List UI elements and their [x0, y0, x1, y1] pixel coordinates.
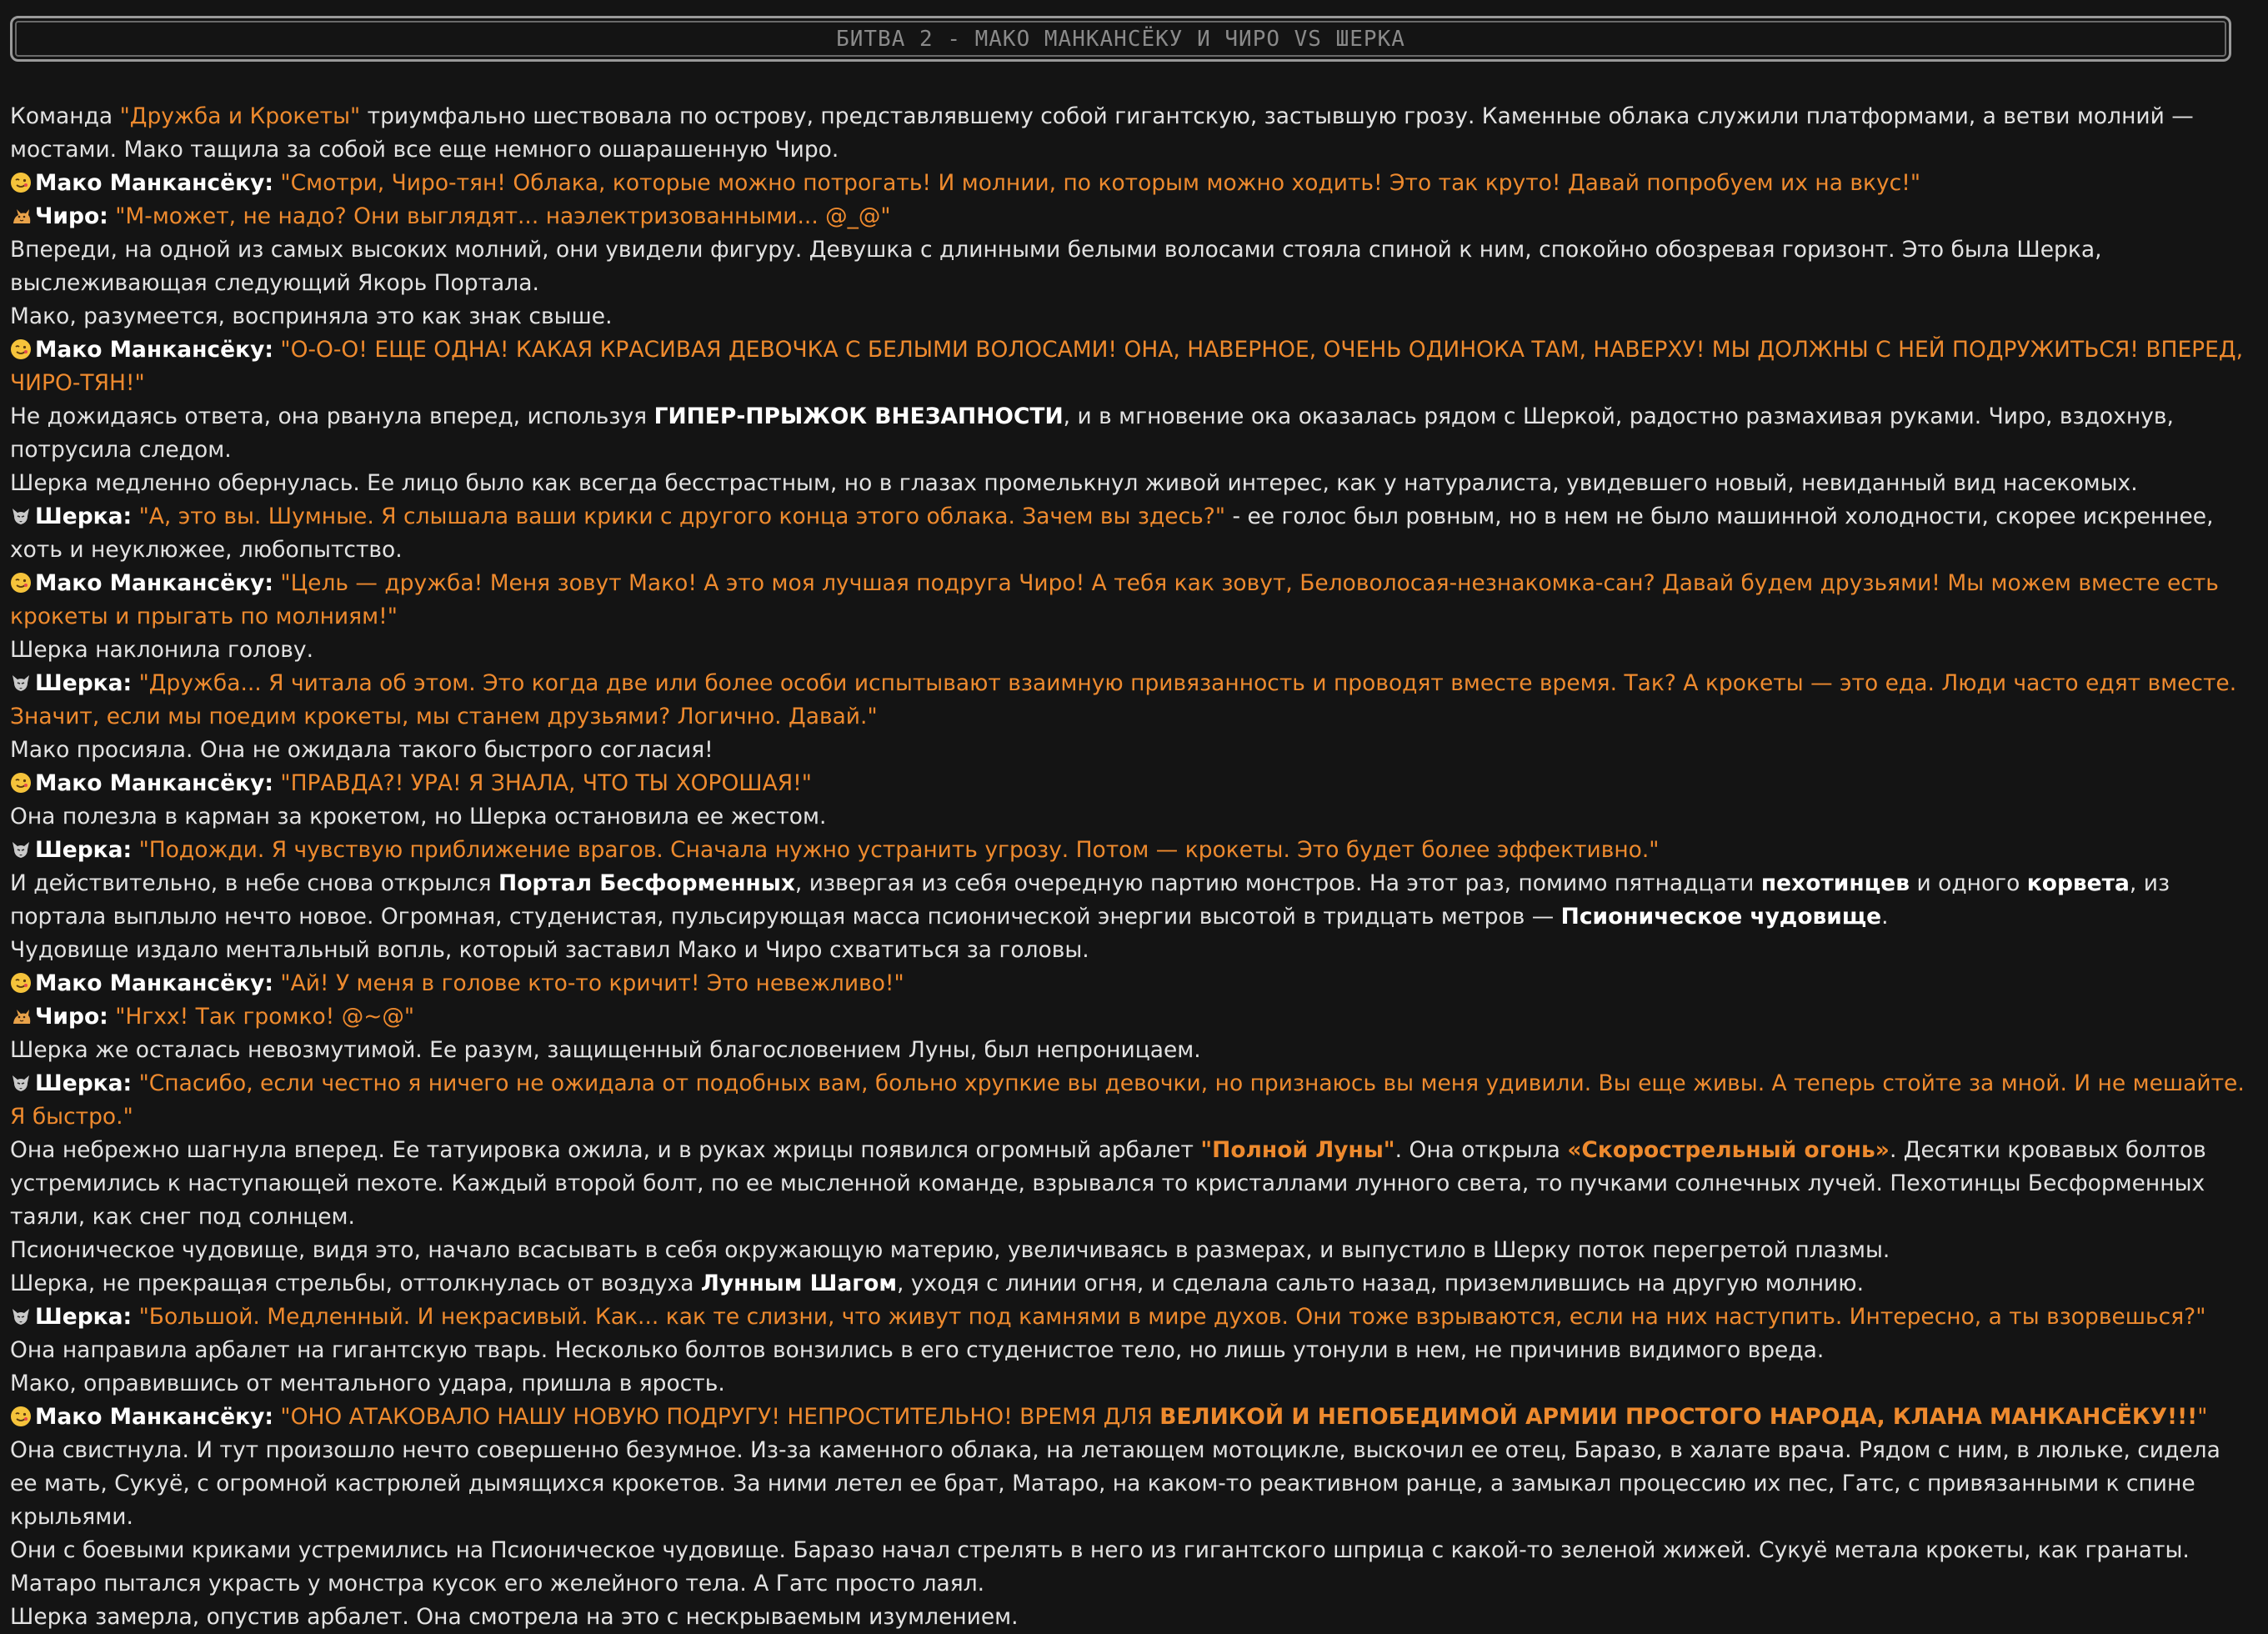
page-title: БИТВА 2 - МАКО МАНКАНСЁКУ И ЧИРО VS ШЕРКА: [836, 26, 1405, 52]
winking-face-icon: [10, 767, 35, 800]
narration: Шерка замерла, опустив арбалет. Она смотрела на это с нескрываемым изумлением.: [10, 1604, 1019, 1630]
winking-face-icon: [10, 1401, 35, 1434]
wolf-icon: [10, 1301, 35, 1334]
dialogue-mako: Мако Манкансёку: "Смотри, Чиро-тян! Облака, которые можно потрогать! И молнии, по которым можно ходить! Это так круто! Давай попробуем их на вкус!": [10, 167, 2252, 200]
wolf-icon: [10, 667, 35, 700]
narration: Шерка же осталась невозмутимой. Ее разум, защищенный благословением Луны, был непроницаем.: [10, 1037, 1201, 1063]
dialogue-mako: Мако Манкансёку: "О-О-О! ЕЩЕ ОДНА! КАКАЯ КРАСИВАЯ ДЕВОЧКА С БЕЛЫМИ ВОЛОСАМИ! ОНА, НАВЕРНОЕ, ОЧЕНЬ ОДИНОКА ТАМ, НАВЕРХУ! МЫ ДОЛЖНЫ С НЕЙ ПОДРУЖИТЬСЯ! ВПЕРЕД, ЧИРО-ТЯН!": [10, 333, 2252, 400]
narration: Мако, разумеется, восприняла это как знак свыше.: [10, 303, 613, 329]
narration: И действительно, в небе снова открылся Портал Бесформенных, извергая из себя очередную партию монстров. На этот раз, помимо пятнадцати пехотинцев и одного корвета, из портала выплыло нечто новое. Огромная, студенистая, пульсирующая масса псионической энергии высотой в тридцать метров — Псионическое чудовище.: [10, 870, 2170, 930]
wolf-icon: [10, 500, 35, 534]
narration: Она направила арбалет на гигантскую тварь. Несколько болтов вонзились в его студенистое тело, но лишь утонули в нем, не причинив видимого вреда.: [10, 1337, 1825, 1363]
narration: Мако просияла. Она не ожидала такого быстрого согласия!: [10, 737, 713, 763]
narration: Они с боевыми криками устремились на Псионическое чудовище. Баразо начал стрелять в него из гигантского шприца с какой-то зеленой жижей. Сукуё метала крокеты, как гранаты. Матаро пытался украсть у монстра кусок его желейного тела. А Гатс просто лаял.: [10, 1537, 2190, 1596]
cat-icon: [10, 200, 35, 233]
story-text: [10, 100, 2252, 1634]
wolf-icon: [10, 834, 35, 867]
dialogue-chiro: Чиро: "М-может, не надо? Они выглядят... наэлектризованными... @_@": [10, 200, 2252, 233]
winking-face-icon: [10, 567, 35, 600]
title-bar: [10, 16, 2231, 62]
dialogue-sherka: Шерка: "Подожди. Я чувствую приближение врагов. Сначала нужно устранить угрозу. Потом — крокеты. Это будет более эффективно.": [10, 834, 2252, 867]
narration: Она небрежно шагнула вперед. Ее татуировка ожила, и в руках жрицы появился огромный арбалет "Полной Луны". Она открыла «Скорострельный огонь». Десятки кровавых болтов устремились к наступающей пехоте. Каждый второй болт, по ее мысленной команде, взрывался то кристаллами лунного света, то пучками солнечных лучей. Пехотинцы Бесформенных таяли, как снег под солнцем.: [10, 1137, 2206, 1230]
narration: Мако, оправившись от ментального удара, пришла в ярость.: [10, 1371, 725, 1396]
wolf-icon: [10, 1067, 35, 1100]
narration: Не дожидаясь ответа, она рванула вперед, используя ГИПЕР-ПРЫЖОК ВНЕЗАПНОСТИ, и в мгновение ока оказалась рядом с Шеркой, радостно размахивая руками. Чиро, вздохнув, потрусила следом.: [10, 403, 2174, 463]
dialogue-sherka: Шерка: "Спасибо, если честно я ничего не ожидала от подобных вам, больно хрупкие вы девочки, но признаюсь вы меня удивили. Вы еще живы. А теперь стойте за мной. И не мешайте. Я быстро.": [10, 1067, 2252, 1134]
winking-face-icon: [10, 333, 35, 367]
dialogue-sherka: Шерка: "Большой. Медленный. И некрасивый. Как... как те слизни, что живут под камнями в мире духов. Они тоже взрываются, если на них наступить. Интересно, а ты взорвешься?": [10, 1301, 2252, 1334]
dialogue-mako: Мако Манкансёку: "ОНО АТАКОВАЛО НАШУ НОВУЮ ПОДРУГУ! НЕПРОСТИТЕЛЬНО! ВРЕМЯ ДЛЯ ВЕЛИКОЙ И НЕПОБЕДИМОЙ АРМИИ ПРОСТОГО НАРОДА, КЛАНА МАНКАНСЁКУ!!!": [10, 1401, 2252, 1434]
narration: Шерка наклонила голову.: [10, 637, 314, 663]
narration: Чудовище издало ментальный вопль, который заставил Мако и Чиро схватиться за головы.: [10, 937, 1089, 963]
dialogue-mako: Мако Манкансёку: "Цель — дружба! Меня зовут Мако! А это моя лучшая подруга Чиро! А тебя как зовут, Беловолосая-незнакомка-сан? Давай будем друзьями! Мы можем вместе есть крокеты и прыгать по молниям!": [10, 567, 2252, 634]
cat-icon: [10, 1000, 35, 1034]
dialogue-sherka: Шерка: "А, это вы. Шумные. Я слышала ваши крики с другого конца этого облака. Зачем вы здесь?" - ее голос был ровным, но в нем не было машинной холодности, скорее искреннее, хоть и неуклюжее, любопытство.: [10, 500, 2252, 567]
dialogue-mako: Мако Манкансёку: "Ай! У меня в голове кто-то кричит! Это невежливо!": [10, 967, 2252, 1000]
winking-face-icon: [10, 167, 35, 200]
dialogue-chiro: Чиро: "Нгхх! Так громко! @~@": [10, 1000, 2252, 1034]
dialogue-mako: Мако Манкансёку: "ПРАВДА?! УРА! Я ЗНАЛА, ЧТО ТЫ ХОРОШАЯ!": [10, 767, 2252, 800]
narration: Шерка, не прекращая стрельбы, оттолкнулась от воздуха Лунным Шагом, уходя с линии огня, и сделала сальто назад, приземлившись на другую молнию.: [10, 1271, 1865, 1296]
winking-face-icon: [10, 967, 35, 1000]
narration: Она свистнула. И тут произошло нечто совершенно безумное. Из-за каменного облака, на летающем мотоцикле, выскочил ее отец, Баразо, в халате врача. Рядом с ним, в люльке, сидела ее мать, Сукуё, с огромной кастрюлей дымящихся крокетов. За ними летел ее брат, Матаро, на каком-то реактивном ранце, а замыкал процессию их пес, Гатс, с привязанными к спине крыльями.: [10, 1437, 2220, 1530]
narration: Она полезла в карман за крокетом, но Шерка остановила ее жестом.: [10, 804, 827, 830]
dialogue-sherka: Шерка: "Дружба... Я читала об этом. Это когда две или более особи испытывают взаимную привязанность и проводят вместе время. Так? А крокеты — это еда. Люди часто едят вместе. Значит, если мы поедим крокеты, мы станем друзьями? Логично. Давай.": [10, 667, 2252, 734]
narration: Шерка медленно обернулась. Ее лицо было как всегда бесстрастным, но в глазах промелькнул живой интерес, как у натуралиста, увидевшего новый, невиданный вид насекомых.: [10, 470, 2138, 496]
narration: Команда "Дружба и Крокеты" триумфально шествовала по острову, представлявшему собой гигантскую, застывшую грозу. Каменные облака служили платформами, а ветви молний — мостами. Мако тащила за собой все еще немного ошарашенную Чиро.: [10, 103, 2194, 163]
narration: Псионическое чудовище, видя это, начало всасывать в себя окружающую материю, увеличиваясь в размерах, и выпустило в Шерку поток перегретой плазмы.: [10, 1237, 1890, 1263]
narration: Впереди, на одной из самых высоких молний, они увидели фигуру. Девушка с длинными белыми волосами стояла спиной к ним, спокойно обозревая горизонт. Это была Шерка, выслеживающая следующий Якорь Портала.: [10, 237, 2102, 296]
